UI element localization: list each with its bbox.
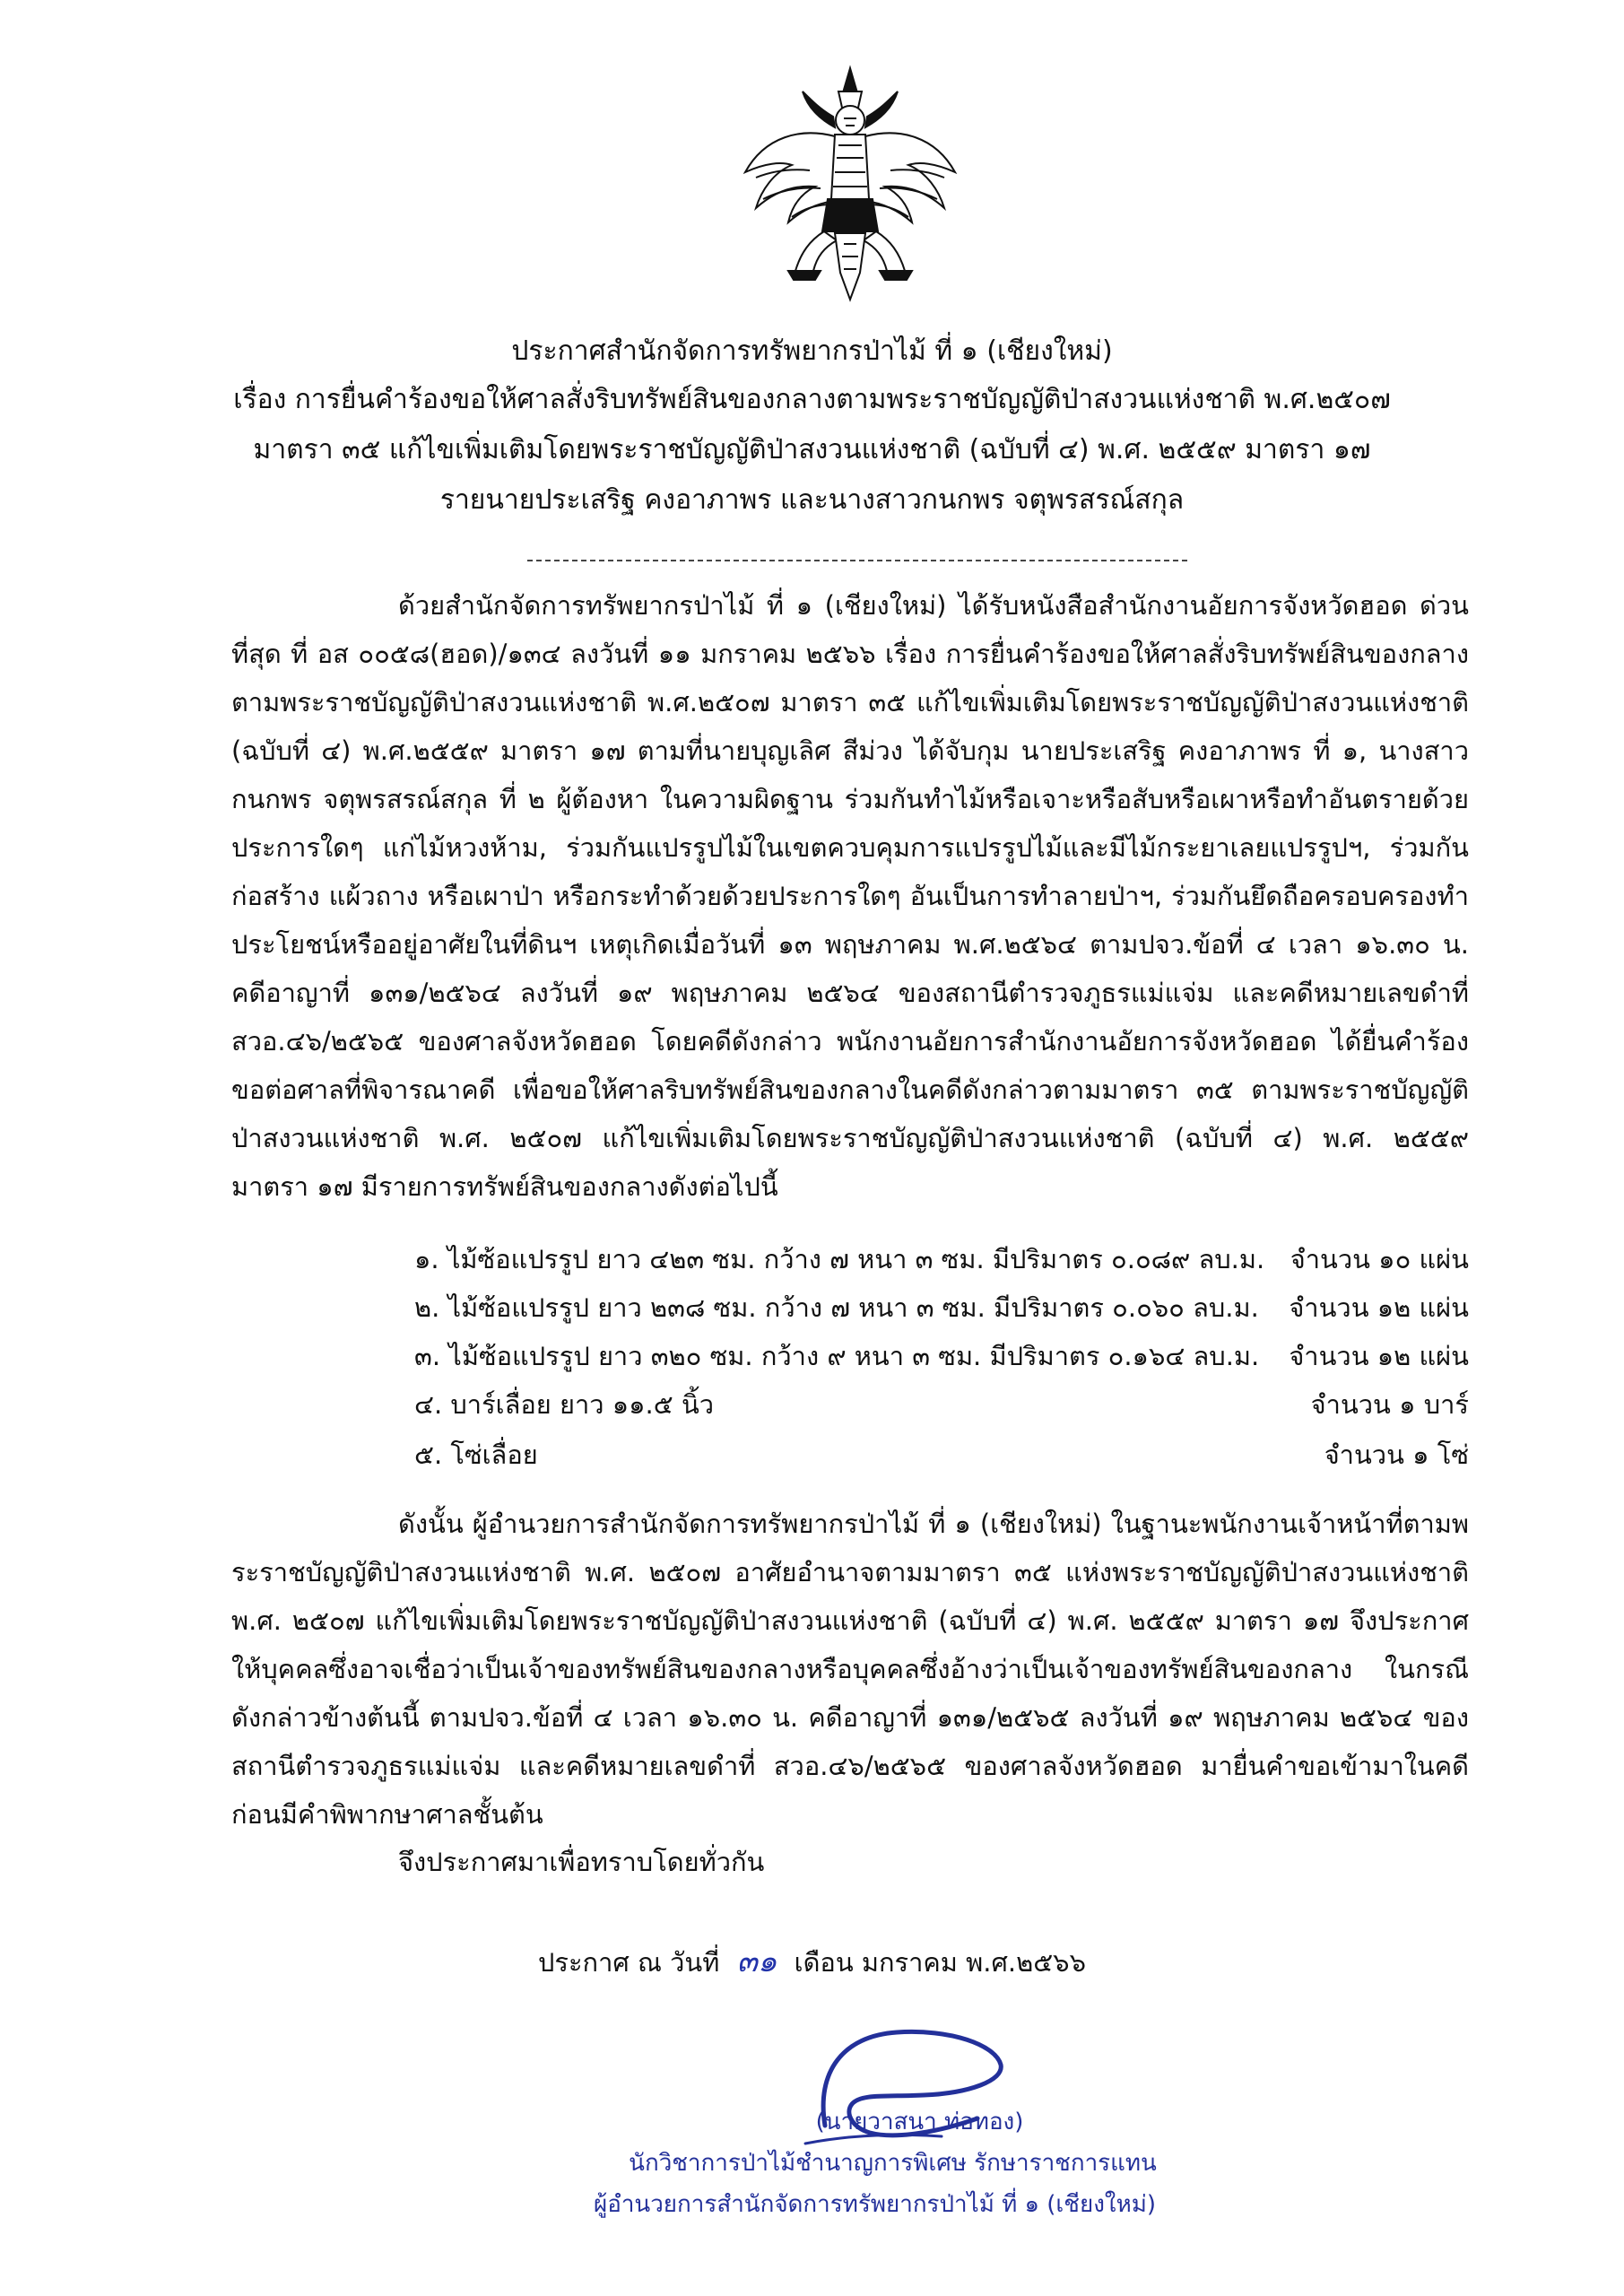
- item-quantity: จำนวน ๑ บาร์: [1310, 1389, 1469, 1420]
- announcement-title: ประกาศสำนักจัดการทรัพยากรป่าไม้ ที่ ๑ (เชียงใหม่): [511, 335, 1113, 367]
- item-description: ๒. ไม้ซ้อแปรรูป ยาว ๒๓๘ ซม. กว้าง ๗ หนา ๓ ซม. มีปริมาตร ๐.๐๖๐ ลบ.ม.: [414, 1292, 1259, 1323]
- item-description: ๓. ไม้ซ้อแปรรูป ยาว ๓๒๐ ซม. กว้าง ๙ หนา ๓ ซม. มีปริมาตร ๐.๑๖๔ ลบ.ม.: [414, 1341, 1260, 1371]
- date-day-handwritten: ๓๑: [736, 1944, 777, 1979]
- body-paragraph-2: ดังนั้น ผู้อำนวยการสำนักจัดการทรัพยากรป่าไม้ ที่ ๑ (เชียงใหม่) ในฐานะพนักงานเจ้าหน้าที่ตามพระราชบัญญัติป่าสงวนแห่งชาติ พ.ศ. ๒๕๐๗ อาศัยอำนาจตามมาตรา ๓๕ แห่งพระราชบัญญัติป่าสงวนแห่งชาติ พ.ศ. ๒๕๐๗ แก้ไขเพิ่มเติมโดยพระราชบัญญัติป่าสงวนแห่งชาติ (ฉบับที่ ๔) พ.ศ. ๒๕๕๙ มาตรา ๑๗ จึงประกาศให้บุคคลซึ่งอาจเชื่อว่าเป็นเจ้าของทรัพย์สินของกลางหรือบุคคลซึ่งอ้างว่าเป็นเจ้าของทรัพย์สินของกลาง ในกรณีดังกล่าวข้างต้นนี้ ตามปจว.ข้อที่ ๔ เวลา ๑๖.๓๐ น. คดีอาญาที่ ๑๓๑/๒๕๖๕ ลงวันที่ ๑๙ พฤษภาคม ๒๕๖๔ ของสถานีตำรวจภูธรแม่แจ่ม และคดีหมายเลขดำที่ สวอ.๔๖/๒๕๖๕ ของศาลจังหวัดฮอด มายื่นคำขอเข้ามาในคดีก่อนมีคำพิพากษาศาลชั้นต้น: [231, 1509, 1469, 1830]
- announcement-subject-continued: มาตรา ๓๕ แก้ไขเพิ่มเติมโดยพระราชบัญญัติป่าสงวนแห่งชาติ (ฉบับที่ ๔) พ.ศ. ๒๕๕๙ มาตรา ๑๗: [253, 434, 1371, 465]
- item-description: ๔. บาร์เลื่อย ยาว ๑๑.๕ นิ้ว: [414, 1389, 715, 1420]
- closing-statement: จึงประกาศมาเพื่อทราบโดยทั่วกัน: [398, 1847, 765, 1877]
- date-month-year: เดือน มกราคม พ.ศ.๒๕๖๖: [794, 1947, 1086, 1978]
- announcement-date: [0, 1937, 1624, 1987]
- item-quantity: จำนวน ๑๐ แผ่น: [1290, 1244, 1469, 1274]
- signatory-position: นักวิชาการป่าไม้ชำนาญการพิเศษ รักษาราชการแทน: [629, 2150, 1157, 2177]
- date-prefix: ประกาศ ณ วันที่: [538, 1947, 720, 1978]
- signatory-office: ผู้อำนวยการสำนักจัดการทรัพยากรป่าไม้ ที่ ๑ (เชียงใหม่): [593, 2191, 1157, 2218]
- signatory-name: (นายวาสนา ท่อทอง): [815, 2109, 1024, 2135]
- item-description: ๑. ไม้ซ้อแปรรูป ยาว ๔๒๓ ซม. กว้าง ๗ หนา ๓ ซม. มีปริมาตร ๐.๐๘๙ ลบ.ม.: [414, 1244, 1265, 1274]
- announcement-subject: เรื่อง การยื่นคำร้องขอให้ศาลสั่งริบทรัพย์สินของกลางตามพระราชบัญญัติป่าสงวนแห่งชาติ พ.ศ.๒๕๐๗: [233, 384, 1391, 415]
- announcement-defendants: รายนายประเสริฐ คงอาภาพร และนางสาวกนกพร จตุพรสรณ์สกุล: [439, 484, 1185, 516]
- item-description: ๕. โซ่เลื่อย: [414, 1439, 538, 1470]
- item-quantity: จำนวน ๑๒ แผ่น: [1289, 1292, 1469, 1323]
- title-divider: [527, 560, 1187, 561]
- item-quantity: จำนวน ๑๒ แผ่น: [1289, 1341, 1469, 1371]
- item-quantity: จำนวน ๑ โซ่: [1324, 1439, 1469, 1470]
- body-paragraph-1: ด้วยสำนักจัดการทรัพยากรป่าไม้ ที่ ๑ (เชียงใหม่) ได้รับหนังสือสำนักงานอัยการจังหวัดฮอด ด่วนที่สุด ที่ อส ๐๐๕๘(ฮอด)/๑๓๔ ลงวันที่ ๑๑ มกราคม ๒๕๖๖ เรื่อง การยื่นคำร้องขอให้ศาลสั่งริบทรัพย์สินของกลาง ตามพระราชบัญญัติป่าสงวนแห่งชาติ พ.ศ.๒๕๐๗ มาตรา ๓๕ แก้ไขเพิ่มเติมโดยพระราชบัญญัติป่าสงวนแห่งชาติ (ฉบับที่ ๔) พ.ศ.๒๕๕๙ มาตรา ๑๗ ตามที่นายบุญเลิศ สีม่วง ได้จับกุม นายประเสริฐ คงอาภาพร ที่ ๑, นางสาวกนกพร จตุพรสรณ์สกุล ที่ ๒ ผู้ต้องหา ในความผิดฐาน ร่วมกันทำไม้หรือเจาะหรือสับหรือเผาหรือทำอันตรายด้วยประการใดๆ แก่ไม้หวงห้าม, ร่วมกันแปรรูปไม้ในเขตควบคุมการแปรรูปไม้และมีไม้กระยาเลยแปรรูปฯ, ร่วมกันก่อสร้าง แผ้วถาง หรือเผาป่า หรือกระทำด้วยด้วยประการใดๆ อันเป็นการทำลายป่าฯ, ร่วมกันยึดถือครอบครองทำประโยชน์หรืออยู่อาศัยในที่ดินฯ เหตุเกิดเมื่อวันที่ ๑๓ พฤษภาคม พ.ศ.๒๕๖๔ ตามปจว.ข้อที่ ๔ เวลา ๑๖.๓๐ น. คดีอาญาที่ ๑๓๑/๒๕๖๔ ลงวันที่ ๑๙ พฤษภาคม ๒๕๖๔ ของสถานีตำรวจภูธรแม่แจ่ม และคดีหมายเลขดำที่ สวอ.๔๖/๒๕๖๕ ของศาลจังหวัดฮอด โดยคดีดังกล่าว พนักงานอัยการสำนักงานอัยการจังหวัดฮอด ได้ยื่นคำร้องขอต่อศาลที่พิจารณาคดี เพื่อขอให้ศาลริบทรัพย์สินของกลางในคดีดังกล่าวตามมาตรา ๓๕ ตามพระราชบัญญัติป่าสงวนแห่งชาติ พ.ศ. ๒๕๐๗ แก้ไขเพิ่มเติมโดยพระราชบัญญัติป่าสงวนแห่งชาติ (ฉบับที่ ๔) พ.ศ. ๒๕๕๙ มาตรา ๑๗ มีรายการทรัพย์สินของกลางดังต่อไปนี้: [231, 590, 1469, 1202]
- garuda-emblem-icon: [738, 65, 962, 307]
